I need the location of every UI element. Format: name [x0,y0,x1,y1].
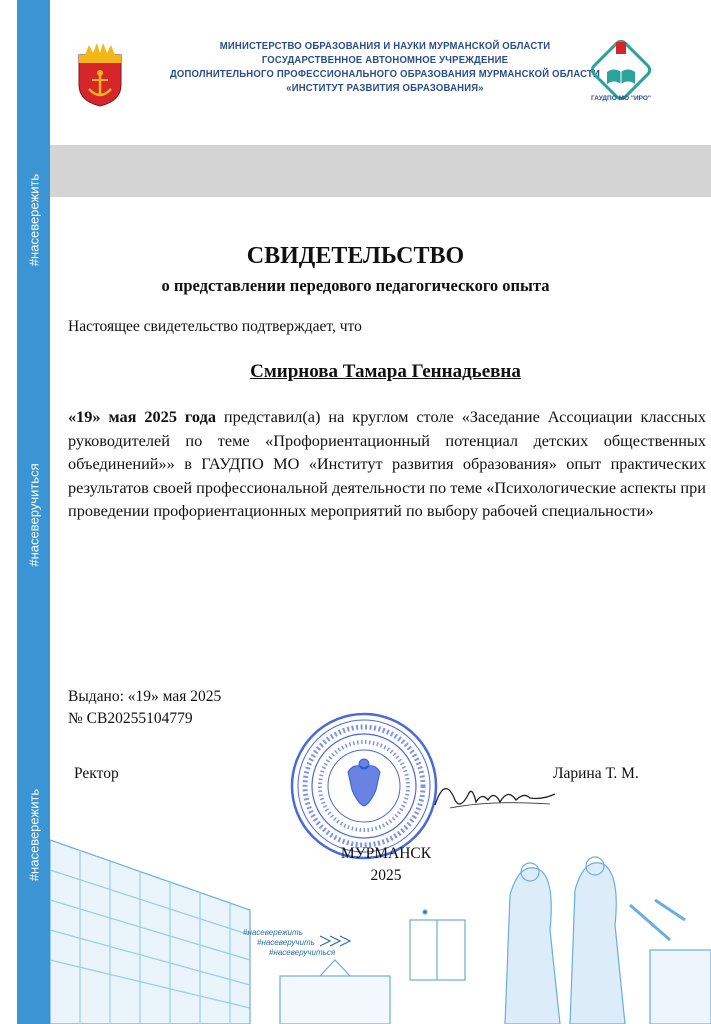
rector-name: Ларина Т. М. [553,765,639,782]
certificate-body [68,405,706,523]
year: 2025 [370,867,402,884]
footer-hashtags: #насевережить #насеверучить #насеверучиться [243,928,336,957]
rector-label: Ректор [74,765,119,782]
side-stripe [17,0,50,1024]
svg-text:ГАУДПО МО "ИРО": ГАУДПО МО "ИРО" [590,95,652,102]
institution-header: МИНИСТЕРСТВО ОБРАЗОВАНИЯ И НАУКИ МУРМАНСКОЙ ОБЛАСТИ ГОСУДАРСТВЕННОЕ АВТОНОМНОЕ УЧРЕЖДЕНИЕ ДОПОЛНИТЕЛЬНОГО ПРОФЕССИОНАЛЬНОГО ОБРАЗОВАНИЯ МУРМАНСКОЙ ОБЛАСТИ «ИНСТИТУТ РАЗВИТИЯ ОБРАЗОВАНИЯ» [169,40,601,95]
document-subtitle: о представлении передового педагогического опыта [161,276,550,295]
certificate-description: представил(а) на круглом столе «Заседание Ассоциации классных руководителей по теме «Профориентационный потенциал детских общественных объединений»» в ГАУДПО МО «Институт развития образования» опыт практических результатов своей профессиональной деятельности по теме «Психологические аспекты при проведении профориентационных мероприятий по выбору рабочей специальности» [68,407,706,520]
city: МУРМАНСК [340,845,432,862]
header-band [50,145,711,197]
official-seal-icon [288,710,440,862]
rector-signature [430,770,560,820]
issue-info [68,686,221,730]
institute-logo-icon [585,40,657,112]
certificate-number: № СВ20255104779 [68,710,193,727]
issue-date: Выдано: «19» мая 2025 [68,688,222,705]
city-year [330,843,442,887]
side-hashtag: #насевережить [26,788,41,882]
confirm-text: Настоящее свидетельство подтверждает, что [68,318,362,335]
recipient-name: Смирнова Тамара Геннадьевна [250,361,521,382]
coat-of-arms-icon [77,41,123,107]
event-date: «19» мая 2025 года [68,407,216,426]
side-hashtag: #насевережить [26,173,41,267]
document-title: СВИДЕТЕЛЬСТВО [246,243,465,269]
side-hashtag: #насеверучиться [26,463,41,567]
